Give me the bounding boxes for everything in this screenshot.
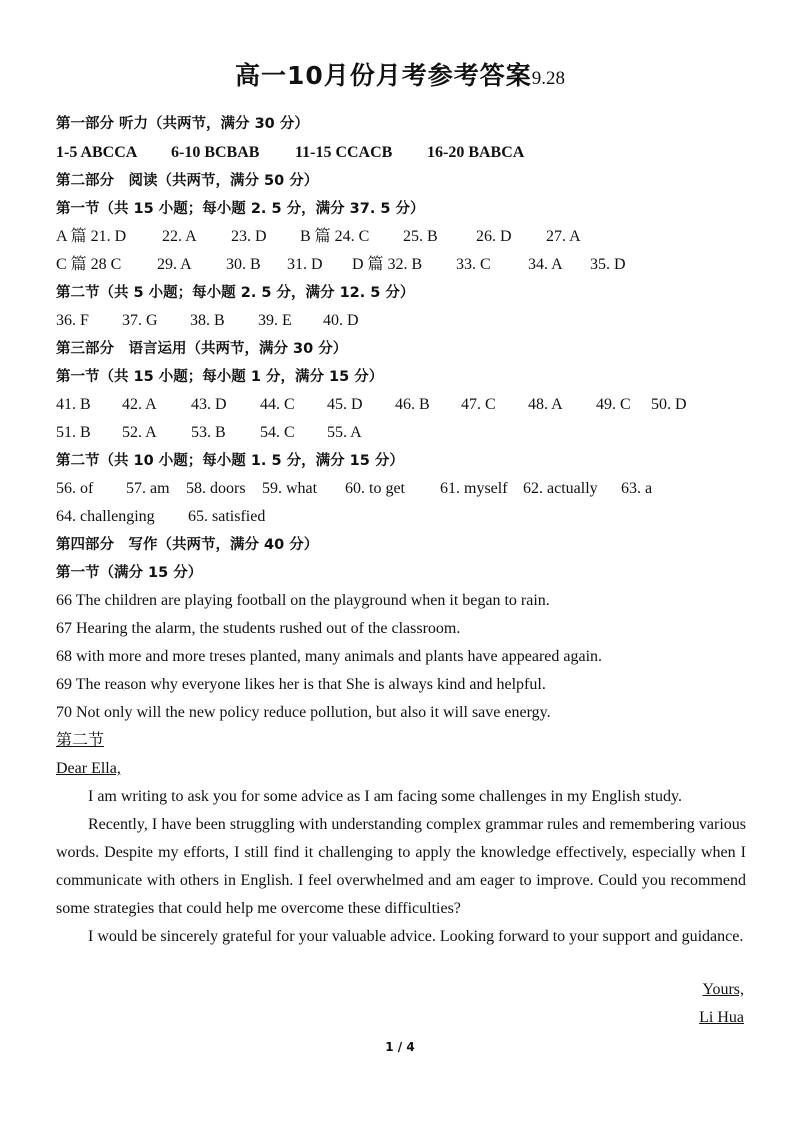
sentence-answer: 69 The reason why everyone likes her is that She is always kind and helpful. <box>56 676 546 693</box>
part4-heading: 第四部分 写作（共两节，满分 40 分） <box>56 537 319 553</box>
answer: 40. D <box>323 312 359 329</box>
part4-section1-heading: 第一节（满分 15 分） <box>56 565 203 581</box>
answer: D 篇 32. B <box>352 256 423 273</box>
answer: 45. D <box>327 396 363 413</box>
part1-heading: 第一部分 听力（共两节，满分 30 分） <box>56 116 309 132</box>
answer: 53. B <box>191 424 226 441</box>
answer: C 篇 28 C <box>56 256 122 273</box>
answer: 50. D <box>651 396 687 413</box>
part1-answers <box>56 143 524 163</box>
answer-group: 16-20 BABCA <box>427 144 525 161</box>
answer: 55. A <box>327 424 362 441</box>
answer: 52. A <box>122 424 157 441</box>
answer: 61. myself <box>440 480 508 497</box>
answer: 27. A <box>546 228 581 245</box>
sentence-answer: 68 with more and more treses planted, many animals and plants have appeared again. <box>56 648 603 665</box>
answer: 48. A <box>528 396 563 413</box>
answer: 25. B <box>403 228 438 245</box>
sentence-answer: 66 The children are playing football on the playground when it began to rain. <box>56 592 550 609</box>
answer: 33. C <box>456 256 491 273</box>
sentence-answer: 70 Not only will the new policy reduce pollution, but also it will save energy. <box>56 704 551 721</box>
part4-section2-heading: 第二节 <box>56 732 105 749</box>
answer: 44. C <box>260 396 295 413</box>
title-text: 高一10月份月考参考答案 <box>234 61 532 90</box>
answer-group: 11-15 CCACB <box>295 144 393 161</box>
answer: 54. C <box>260 424 295 441</box>
answer: 34. A <box>528 256 563 273</box>
answer: 35. D <box>590 256 626 273</box>
answer: 41. B <box>56 396 91 413</box>
letter-paragraph-1: I am writing to ask you for some advice as I am facing some challenges in my English study. <box>88 788 682 805</box>
answer: 22. A <box>162 228 197 245</box>
reading-answers-row-3 <box>56 311 359 331</box>
answer: 29. A <box>157 256 192 273</box>
page-title <box>0 56 800 92</box>
answer: 36. F <box>56 312 89 329</box>
reading-answers-row-2 <box>56 255 626 275</box>
answer: A 篇 21. D <box>56 228 127 245</box>
part3-heading: 第三部分 语言运用（共两节，满分 30 分） <box>56 341 348 357</box>
answer: 62. actually <box>523 480 598 497</box>
part2-section1-heading: 第一节（共 15 小题；每小题 2. 5 分，满分 37. 5 分） <box>56 201 425 217</box>
answer: 56. of <box>56 480 94 497</box>
answer: 49. C <box>596 396 631 413</box>
answer: 57. am <box>126 480 170 497</box>
answer: 65. satisfied <box>188 508 266 525</box>
answer: 63. a <box>621 480 653 497</box>
letter-greeting: Dear Ella, <box>56 760 121 777</box>
reading-answers-row-1 <box>56 227 581 247</box>
answer: 46. B <box>395 396 430 413</box>
answer: 37. G <box>122 312 158 329</box>
letter-paragraph-3: I would be sincerely grateful for your valuable advice. Looking forward to your support and guidance. <box>88 928 744 945</box>
answer: 38. B <box>190 312 225 329</box>
answer: 31. D <box>287 256 323 273</box>
part2-heading: 第二部分 阅读（共两节，满分 50 分） <box>56 173 319 189</box>
answer: 43. D <box>191 396 227 413</box>
answer: 58. doors <box>186 480 246 497</box>
answer: 30. B <box>226 256 261 273</box>
answer: 39. E <box>258 312 292 329</box>
answer: 64. challenging <box>56 508 155 525</box>
part3-section1-heading: 第一节（共 15 小题；每小题 1 分，满分 15 分） <box>56 369 384 385</box>
answer: 60. to get <box>345 480 405 497</box>
answer: B 篇 24. C <box>300 228 370 245</box>
language-answers-row-4 <box>56 507 265 527</box>
sentence-answer: 67 Hearing the alarm, the students rushed out of the classroom. <box>56 620 461 637</box>
part2-section2-heading: 第二节（共 5 小题；每小题 2. 5 分，满分 12. 5 分） <box>56 285 415 301</box>
letter-paragraph-2: Recently, I have been struggling with understanding complex grammar rules and remembering various words. Despite my efforts, I still find it challenging to apply the knowledge effectively, especially when I communicate with others in English. I feel overwhelmed and am eager to improve. Could you recommend some strategies that could help me overcome these difficulties? <box>56 816 746 917</box>
letter-closing: Yours, <box>702 981 744 998</box>
answer: 23. D <box>231 228 267 245</box>
answer: 59. what <box>262 480 318 497</box>
answer: 51. B <box>56 424 91 441</box>
letter-signature: Li Hua <box>699 1009 744 1026</box>
answer-group: 6-10 BCBAB <box>171 144 260 161</box>
answer: 47. C <box>461 396 496 413</box>
language-answers-row-3 <box>56 479 652 499</box>
page-number: 1 / 4 <box>385 1040 415 1054</box>
language-answers-row-2 <box>56 423 362 443</box>
answer: 26. D <box>476 228 512 245</box>
part3-section2-heading: 第二节（共 10 小题；每小题 1. 5 分，满分 15 分） <box>56 453 404 469</box>
answer-group: 1-5 ABCCA <box>56 144 138 161</box>
language-answers-row-1 <box>56 395 687 415</box>
answer: 42. A <box>122 396 157 413</box>
title-date: 9.28 <box>531 68 566 89</box>
